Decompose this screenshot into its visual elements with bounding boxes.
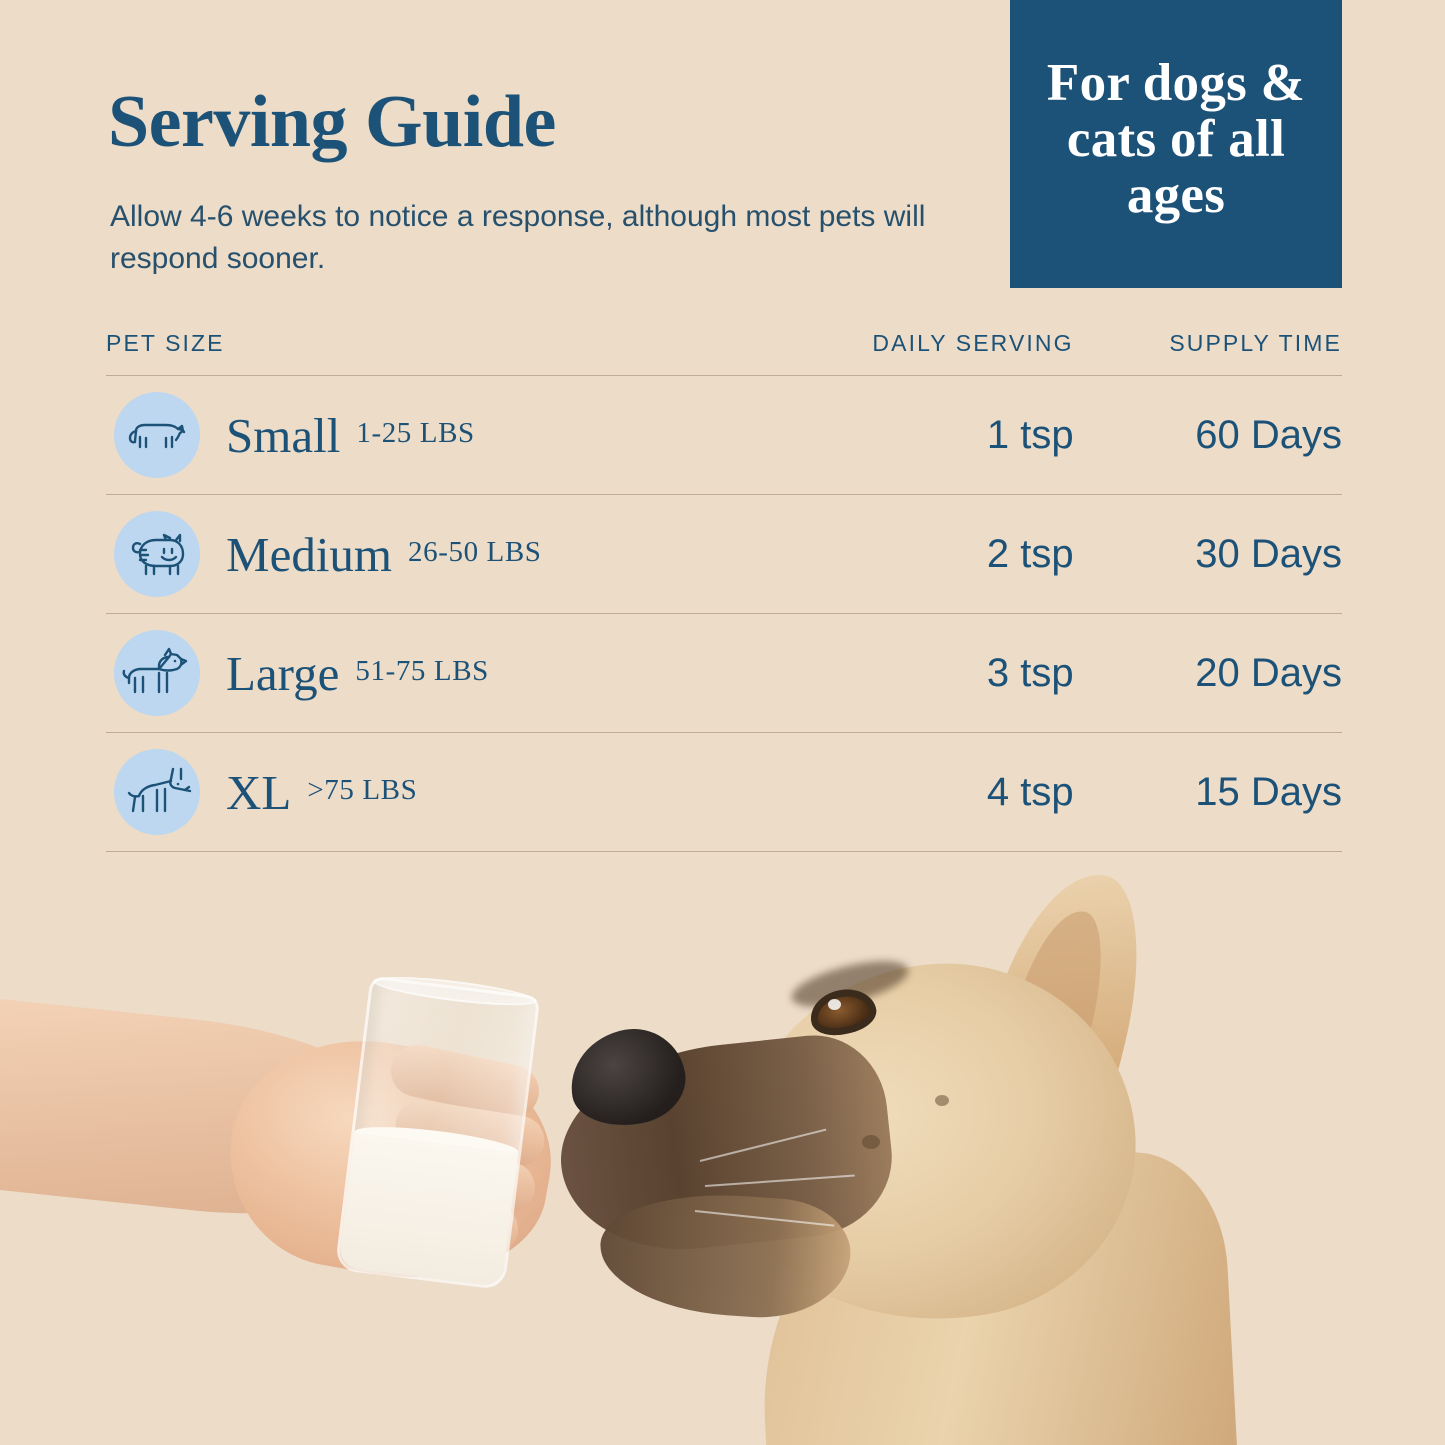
dog-eye-highlight xyxy=(828,999,841,1010)
daily-serving-value: 4 tsp xyxy=(986,769,1074,814)
page-subtitle: Allow 4-6 weeks to notice a response, although most pets will respond sooner. xyxy=(110,200,926,275)
pet-size-label: Small xyxy=(226,407,341,463)
table-header-row xyxy=(106,330,1342,376)
supply-time-value: 60 Days xyxy=(1195,412,1342,457)
supply-time-value: 15 Days xyxy=(1195,769,1342,814)
pet-size-label: Large xyxy=(226,645,340,701)
daily-serving-value: 2 tsp xyxy=(986,531,1074,576)
pet-size-cell xyxy=(106,511,751,597)
page-title: Serving Guide xyxy=(108,81,556,163)
supply-time-value: 20 Days xyxy=(1195,650,1342,695)
product-photo xyxy=(0,860,1445,1445)
pet-weight-label: 26-50 LBS xyxy=(408,536,542,568)
pet-weight-label: 51-75 LBS xyxy=(355,655,489,687)
table-row xyxy=(106,495,1342,614)
pet-size-label: Medium xyxy=(226,526,393,582)
pet-size-cell xyxy=(106,630,751,716)
dog-cheek-spot xyxy=(935,1095,949,1106)
all-ages-badge xyxy=(1010,0,1342,288)
supply-time-value: 30 Days xyxy=(1195,531,1342,576)
dachshund-icon xyxy=(114,392,200,478)
doberman-icon xyxy=(114,749,200,835)
bulldog-icon xyxy=(114,511,200,597)
pet-size-cell xyxy=(106,749,751,835)
table-row xyxy=(106,614,1342,733)
column-header-pet-size: PET SIZE xyxy=(106,330,225,356)
daily-serving-value: 3 tsp xyxy=(986,650,1074,695)
pet-size-cell xyxy=(106,392,751,478)
daily-serving-value: 1 tsp xyxy=(986,412,1074,457)
milk-liquid xyxy=(338,1133,518,1287)
column-header-supply-time: SUPPLY TIME xyxy=(1169,330,1342,356)
retriever-icon xyxy=(114,630,200,716)
pet-size-label: XL xyxy=(226,764,292,820)
pet-weight-label: >75 LBS xyxy=(307,774,418,806)
pet-weight-label: 1-25 LBS xyxy=(356,417,475,449)
column-header-daily-serving: DAILY SERVING xyxy=(872,330,1074,356)
table-row xyxy=(106,733,1342,852)
dog-muzzle-spot xyxy=(862,1135,880,1149)
milk-glass xyxy=(335,976,541,1291)
all-ages-badge-text: For dogs & cats of all ages xyxy=(1046,53,1306,225)
table-row xyxy=(106,376,1342,495)
serving-table xyxy=(106,330,1342,852)
